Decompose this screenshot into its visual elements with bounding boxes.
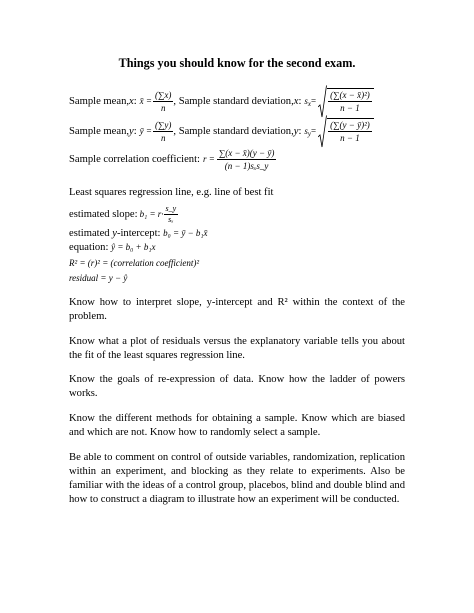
page-title: Things you should know for the second exam. (118, 56, 356, 70)
sd-x-numerator: (∑(x − x̄)²) (330, 90, 370, 100)
corr-numerator: ∑(x − x̄)(y − ȳ) (218, 147, 275, 158)
paragraph-2: Know what a plot of residuals versus the explanatory variable tells you about the fit of the least squares regression line. (69, 336, 405, 361)
mean-x-fraction (153, 89, 173, 114)
mean-x-denominator: n (160, 102, 166, 113)
sd-y-var: y (293, 125, 299, 137)
mean-y-denominator: n (160, 132, 166, 143)
sd-x-fraction (328, 89, 372, 114)
corr-fraction (217, 147, 277, 172)
intercept-formula: b₀ = ȳ − b₁x̄ (163, 228, 208, 238)
paragraph-4: Know the different methods for obtaining a sample. Know which are biased and which are not. Know how to randomly select a sample. (69, 413, 405, 438)
sd-x-sep: : (298, 95, 302, 107)
sd-y-numerator: (∑(y − ȳ)²) (330, 120, 370, 130)
r-squared-formula: R² = (r)² = (correlation coefficient)² (69, 258, 200, 268)
sd-x-lhs: s (304, 96, 308, 106)
sd-x-label: , Sample standard deviation, (173, 95, 294, 107)
mean-y-numerator: (∑y) (155, 119, 172, 130)
mean-y-var: y (129, 125, 134, 137)
sd-y-lhs: s (304, 126, 308, 136)
mean-y-lhs: ȳ = (139, 126, 152, 136)
slope-row (69, 201, 178, 227)
mean-x-lhs: x̄ = (139, 96, 152, 106)
mean-y-sep: : (133, 125, 137, 137)
corr-denominator: (n − 1)sₓs_y (224, 160, 269, 171)
intercept-row (69, 228, 208, 239)
mean-x-var: x (129, 95, 134, 107)
residual-formula: = y − ŷ (98, 273, 128, 283)
formula-row-y (69, 116, 374, 146)
mean-x-label: Sample mean, (69, 95, 130, 107)
sd-y-eq: = (311, 126, 317, 136)
sd-y-sub: y (307, 130, 312, 138)
intercept-label-a: estimated (69, 228, 113, 239)
sqrt-icon (318, 115, 327, 149)
sd-x-denominator: n − 1 (340, 103, 360, 113)
mean-y-fraction (153, 119, 173, 144)
slope-fraction (164, 204, 179, 225)
formula-row-corr (69, 144, 276, 174)
sqrt-sd-x (318, 88, 374, 114)
paragraph-1: Know how to interpret slope, y-intercept and R² within the context of the problem. (69, 297, 405, 322)
intercept-label-b: -intercept: (116, 228, 164, 239)
corr-lhs: r = (203, 154, 215, 164)
residual-row (69, 273, 127, 283)
mean-x-sep: : (133, 95, 137, 107)
corr-label: Sample correlation coefficient: (69, 153, 200, 165)
intercept-label-var: y (112, 228, 117, 239)
paragraph-3: Know the goals of re-expression of data. Know how the ladder of powers works. (69, 374, 405, 399)
sd-x-sub: x (307, 100, 312, 108)
slope-denominator: sₓ (168, 214, 174, 224)
mean-x-numerator: (∑x) (155, 89, 172, 100)
sd-x-eq: = (311, 96, 317, 106)
sd-y-label: , Sample standard deviation, (173, 125, 294, 137)
regression-heading: Least squares regression line, e.g. line of best fit (69, 187, 274, 198)
equation-formula: ŷ = b₀ + b₁x (111, 242, 156, 252)
sd-y-sep: : (298, 125, 302, 137)
sqrt-icon (318, 85, 327, 119)
sd-y-fraction (328, 119, 372, 144)
sd-x-var: x (293, 95, 299, 107)
sd-y-denominator: n − 1 (340, 133, 360, 143)
equation-label: equation: (69, 242, 112, 253)
slope-numerator: s_y (165, 203, 177, 213)
sqrt-sd-y (318, 118, 374, 144)
residual-label: residual (69, 273, 99, 283)
equation-row (69, 242, 155, 253)
slope-label: estimated slope: (69, 208, 138, 220)
slope-lhs: b₁ = r· (139, 209, 164, 219)
mean-y-label: Sample mean, (69, 125, 130, 137)
formula-row-x (69, 86, 374, 116)
paragraph-5: Be able to comment on control of outside variables, randomization, replication within an experiment, and blocking as they relate to experiments. Also be familiar with the ideas of a control group, placebos, blind and double blind and how to construct a diagram to illustrate how an experiment will be conducted. (69, 452, 405, 505)
